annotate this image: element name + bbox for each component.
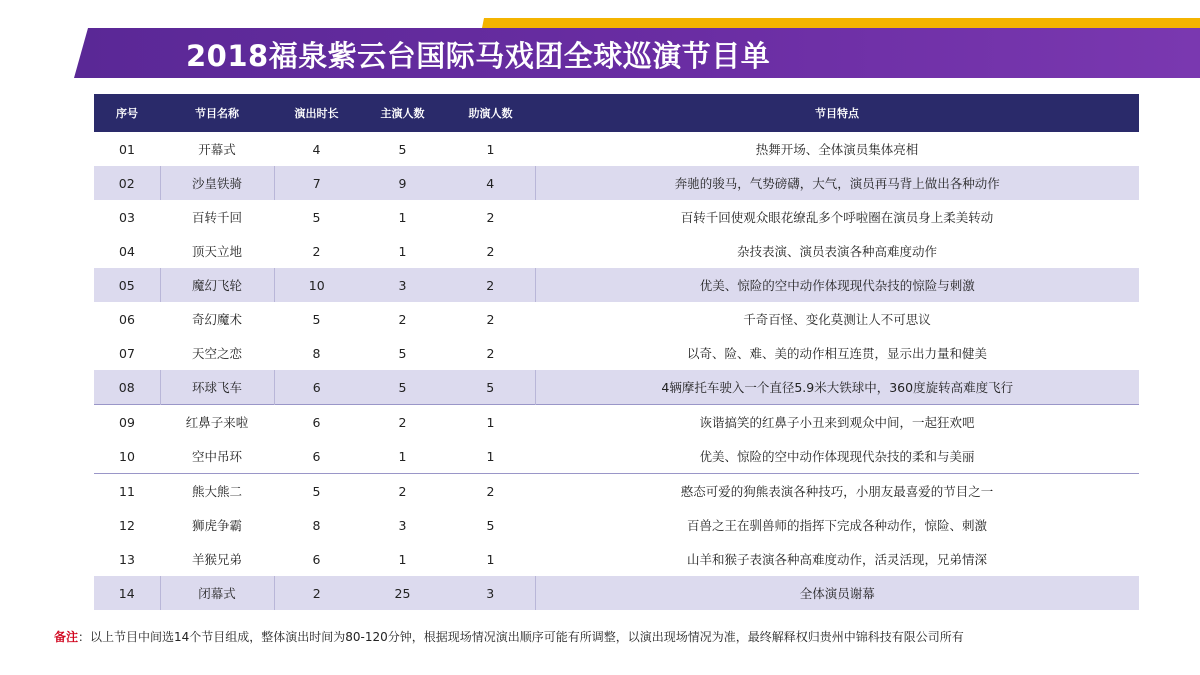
table-header-row: [94, 94, 1139, 132]
cell-index: 06: [119, 311, 135, 327]
cell-lead-count: 1: [398, 209, 407, 225]
cell-support-count: 2: [486, 209, 495, 225]
cell-index: 02: [94, 166, 160, 200]
cell-program-name: 开幕式: [198, 142, 236, 157]
cell-support-count: 2: [486, 311, 495, 327]
cell-index: 11: [94, 474, 160, 509]
cell-lead-count: 1: [398, 243, 407, 259]
table-row: [94, 370, 1139, 405]
header-duration: 演出时长: [274, 94, 359, 132]
cell-support-count: 2: [446, 268, 535, 302]
header-support-count: 助演人数: [446, 94, 535, 132]
cell-lead-count: 2: [359, 405, 446, 440]
cell-program-name: 狮虎争霸: [191, 518, 242, 533]
table-row: [94, 302, 1139, 336]
cell-duration: 5: [312, 209, 321, 225]
cell-duration: 8: [312, 345, 321, 361]
cell-features: 杂技表演、演员表演各种高难度动作: [736, 244, 937, 259]
cell-features: 憨态可爱的狗熊表演各种技巧，小朋友最喜爱的节目之一: [535, 474, 1139, 509]
table-row: [94, 439, 1139, 474]
cell-features: 热舞开场、全体演员集体亮相: [755, 142, 919, 157]
cell-duration: 7: [274, 166, 359, 200]
cell-support-count: 1: [486, 551, 495, 567]
cell-lead-count: 1: [398, 551, 407, 567]
cell-index: 03: [119, 209, 135, 225]
table-row: [94, 200, 1139, 234]
cell-features: 奔驰的骏马，气势磅礴，大气，演员再马背上做出各种动作: [535, 166, 1139, 200]
cell-index: 12: [119, 517, 135, 533]
cell-program-name: 羊猴兄弟: [191, 552, 242, 567]
cell-duration: 6: [274, 405, 359, 440]
cell-lead-count: 3: [398, 517, 407, 533]
cell-features: 百兽之王在驯兽师的指挥下完成各种动作，惊险、刺激: [686, 518, 987, 533]
cell-features: 优美、惊险的空中动作体现现代杂技的惊险与刺激: [535, 268, 1139, 302]
cell-lead-count: 9: [359, 166, 446, 200]
header-index: 序号: [94, 94, 160, 132]
cell-features: 4辆摩托车驶入一个直径5.9米大铁球中，360度旋转高难度飞行: [535, 370, 1139, 405]
cell-duration: 6: [274, 370, 359, 405]
cell-lead-count: 5: [398, 345, 407, 361]
cell-index: 10: [119, 448, 135, 464]
table-row: [94, 474, 1139, 509]
cell-support-count: 5: [486, 517, 495, 533]
cell-program-name: 熊大熊二: [160, 474, 274, 509]
table-row: [94, 132, 1139, 166]
cell-index: 08: [94, 370, 160, 405]
cell-duration: 6: [312, 551, 321, 567]
cell-program-name: 闭幕式: [160, 576, 274, 610]
cell-support-count: 2: [486, 345, 495, 361]
cell-program-name: 空中吊环: [191, 449, 242, 464]
cell-duration: 4: [312, 141, 321, 157]
page-title: 2018福泉紫云台国际马戏团全球巡演节目单: [186, 39, 771, 73]
cell-program-name: 顶天立地: [191, 244, 242, 259]
cell-lead-count: 3: [359, 268, 446, 302]
cell-index: 09: [94, 405, 160, 440]
cell-lead-count: 5: [359, 370, 446, 405]
header-program-name: 节目名称: [160, 94, 274, 132]
cell-lead-count: 25: [359, 576, 446, 610]
cell-duration: 10: [274, 268, 359, 302]
cell-lead-count: 2: [359, 474, 446, 509]
cell-support-count: 2: [486, 243, 495, 259]
cell-index: 04: [119, 243, 135, 259]
cell-program-name: 天空之恋: [191, 346, 242, 361]
cell-duration: 5: [274, 474, 359, 509]
cell-index: 01: [119, 141, 135, 157]
cell-index: 14: [94, 576, 160, 610]
table-row: [94, 508, 1139, 542]
cell-duration: 6: [312, 448, 321, 464]
cell-index: 05: [94, 268, 160, 302]
table-row: [94, 336, 1139, 370]
cell-program-name: 环球飞车: [160, 370, 274, 405]
cell-duration: 2: [274, 576, 359, 610]
footnote-label: 备注: [54, 630, 79, 644]
cell-lead-count: 5: [398, 141, 407, 157]
cell-support-count: 2: [446, 474, 535, 509]
cell-program-name: 沙皇铁骑: [160, 166, 274, 200]
cell-index: 13: [119, 551, 135, 567]
cell-support-count: 1: [486, 448, 495, 464]
cell-program-name: 奇幻魔术: [191, 312, 242, 327]
table-row: [94, 268, 1139, 302]
cell-program-name: 魔幻飞轮: [160, 268, 274, 302]
cell-features: 山羊和猴子表演各种高难度动作，活灵活现，兄弟情深: [686, 552, 987, 567]
table-row: [94, 166, 1139, 200]
cell-index: 07: [119, 345, 135, 361]
cell-support-count: 3: [446, 576, 535, 610]
cell-support-count: 4: [446, 166, 535, 200]
table-row: [94, 542, 1139, 576]
cell-duration: 8: [312, 517, 321, 533]
cell-features: 诙谐搞笑的红鼻子小丑来到观众中间，一起狂欢吧: [535, 405, 1139, 440]
cell-support-count: 5: [446, 370, 535, 405]
cell-support-count: 1: [486, 141, 495, 157]
cell-features: 以奇、险、难、美的动作相互连贯，显示出力量和健美: [686, 346, 987, 361]
table-row: [94, 405, 1139, 440]
cell-features: 百转千回使观众眼花缭乱多个呼啦圈在演员身上柔美转动: [680, 210, 994, 225]
cell-features: 千奇百怪、变化莫测让人不可思议: [743, 312, 931, 327]
cell-lead-count: 1: [398, 448, 407, 464]
header-features: 节目特点: [535, 94, 1139, 132]
cell-features: 全体演员谢幕: [535, 576, 1139, 610]
table-row: [94, 234, 1139, 268]
cell-program-name: 百转千回: [191, 210, 242, 225]
table-row: [94, 576, 1139, 610]
footnote-text: ：以上节目中间选14个节目组成，整体演出时间为80-120分钟，根据现场情况演出顺序可能有所调整，以演出现场情况为准，最终解释权归贵州中锦科技有限公司所有: [78, 630, 964, 644]
header-lead-count: 主演人数: [359, 94, 446, 132]
cell-duration: 2: [312, 243, 321, 259]
cell-support-count: 1: [446, 405, 535, 440]
cell-duration: 5: [312, 311, 321, 327]
cell-features: 优美、惊险的空中动作体现现代杂技的柔和与美丽: [699, 449, 975, 464]
program-table: [94, 94, 1139, 610]
footnote: [54, 628, 964, 645]
cell-lead-count: 2: [398, 311, 407, 327]
cell-program-name: 红鼻子来啦: [160, 405, 274, 440]
